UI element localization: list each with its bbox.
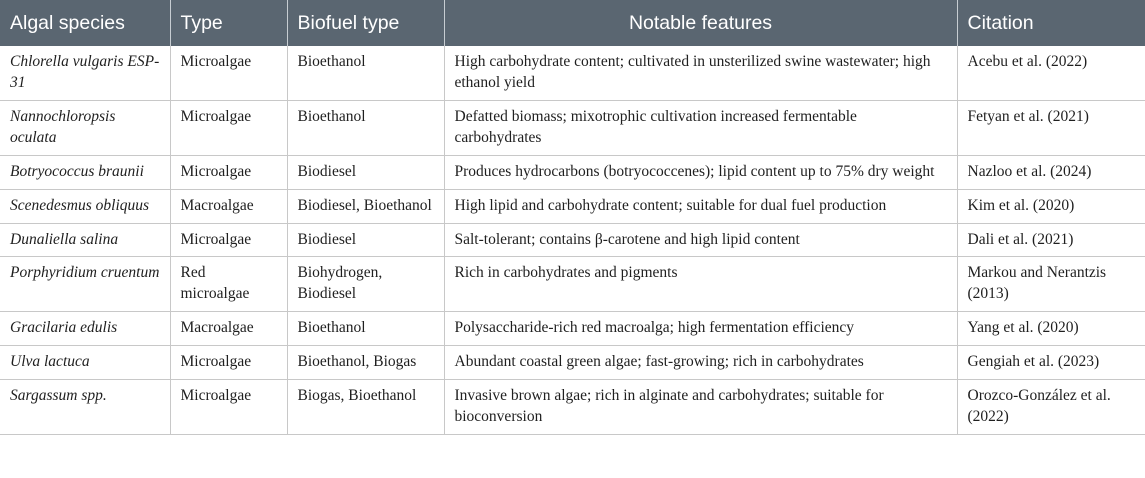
biofuel-cell: Biodiesel xyxy=(287,155,444,189)
table-header xyxy=(0,0,1145,46)
citation-cell: Gengiah et al. (2023) xyxy=(957,346,1145,380)
header-type: Type xyxy=(170,0,287,46)
table-body xyxy=(0,46,1145,434)
table-row xyxy=(0,189,1145,223)
features-cell: Abundant coastal green algae; fast-growing; rich in carbohydrates xyxy=(444,346,957,380)
biofuel-cell: Biohydrogen, Biodiesel xyxy=(287,257,444,312)
type-cell: Microalgae xyxy=(170,155,287,189)
biofuel-cell: Bioethanol xyxy=(287,312,444,346)
citation-cell: Yang et al. (2020) xyxy=(957,312,1145,346)
species-cell: Porphyridium cruentum xyxy=(0,257,170,312)
features-cell: Salt-tolerant; contains β-carotene and high lipid content xyxy=(444,223,957,257)
header-row xyxy=(0,0,1145,46)
header-algal-species: Algal species xyxy=(0,0,170,46)
biofuel-cell: Bioethanol, Biogas xyxy=(287,346,444,380)
header-notable-features: Notable features xyxy=(444,0,957,46)
features-cell: Invasive brown algae; rich in alginate and carbohydrates; suitable for bioconversion xyxy=(444,380,957,435)
type-cell: Macroalgae xyxy=(170,312,287,346)
species-cell: Ulva lactuca xyxy=(0,346,170,380)
table-row xyxy=(0,346,1145,380)
species-cell: Nannochloropsis oculata xyxy=(0,100,170,155)
features-cell: High carbohydrate content; cultivated in unsterilized swine wastewater; high ethanol yield xyxy=(444,46,957,100)
table-row xyxy=(0,223,1145,257)
species-cell: Scenedesmus obliquus xyxy=(0,189,170,223)
features-cell: High lipid and carbohydrate content; suitable for dual fuel production xyxy=(444,189,957,223)
species-cell: Botryococcus braunii xyxy=(0,155,170,189)
citation-cell: Dali et al. (2021) xyxy=(957,223,1145,257)
features-cell: Defatted biomass; mixotrophic cultivation increased fermentable carbohydrates xyxy=(444,100,957,155)
type-cell: Microalgae xyxy=(170,346,287,380)
citation-cell: Nazloo et al. (2024) xyxy=(957,155,1145,189)
type-cell: Microalgae xyxy=(170,380,287,435)
citation-cell: Acebu et al. (2022) xyxy=(957,46,1145,100)
header-citation: Citation xyxy=(967,11,1034,34)
citation-cell: Kim et al. (2020) xyxy=(957,189,1145,223)
biofuel-cell: Bioethanol xyxy=(287,100,444,155)
citation-cell: Orozco-González et al. (2022) xyxy=(957,380,1145,435)
table-row xyxy=(0,100,1145,155)
table-row xyxy=(0,155,1145,189)
features-cell: Rich in carbohydrates and pigments xyxy=(444,257,957,312)
citation-cell: Fetyan et al. (2021) xyxy=(957,100,1145,155)
header-biofuel-type: Biofuel type xyxy=(287,0,444,46)
type-cell: Microalgae xyxy=(170,46,287,100)
species-cell: Dunaliella salina xyxy=(0,223,170,257)
species-cell: Chlorella vulgaris ESP-31 xyxy=(0,46,170,100)
table-row xyxy=(0,46,1145,100)
features-cell: Polysaccharide-rich red macroalga; high fermentation efficiency xyxy=(444,312,957,346)
citation-cell: Markou and Nerantzis (2013) xyxy=(957,257,1145,312)
species-cell: Sargassum spp. xyxy=(0,380,170,435)
table-row xyxy=(0,380,1145,435)
type-cell: Microalgae xyxy=(170,100,287,155)
biofuel-cell: Biodiesel, Bioethanol xyxy=(287,189,444,223)
type-cell: Macroalgae xyxy=(170,189,287,223)
species-cell: Gracilaria edulis xyxy=(0,312,170,346)
features-cell: Produces hydrocarbons (botryococcenes); lipid content up to 75% dry weight xyxy=(444,155,957,189)
type-cell: Microalgae xyxy=(170,223,287,257)
table-row xyxy=(0,257,1145,312)
biofuel-cell: Biodiesel xyxy=(287,223,444,257)
biofuel-cell: Biogas, Bioethanol xyxy=(287,380,444,435)
type-cell: Red microalgae xyxy=(170,257,287,312)
biofuel-cell: Bioethanol xyxy=(287,46,444,100)
table-row xyxy=(0,312,1145,346)
